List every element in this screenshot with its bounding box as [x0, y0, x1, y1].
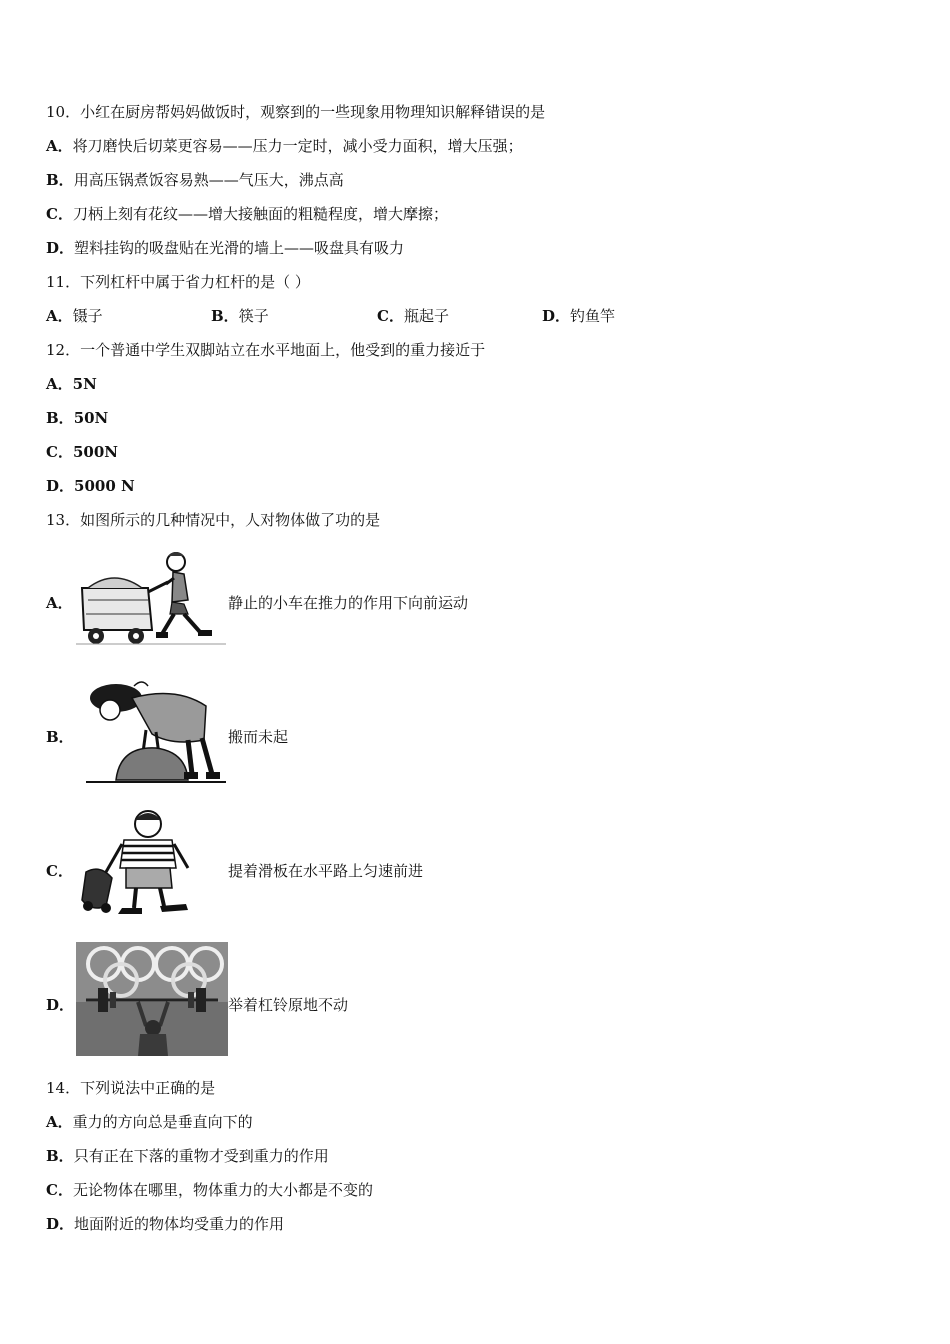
q13-stem: 13．如图所示的几种情况中，人对物体做了功的是 — [46, 511, 381, 529]
option-label: C． — [46, 205, 73, 223]
option-text: 塑料挂钩的吸盘贴在光滑的墙上——吸盘具有吸力 — [74, 239, 405, 257]
q12-option-a — [46, 374, 97, 394]
option-label: D． — [46, 239, 75, 257]
option-text: 镊子 — [72, 307, 103, 325]
option-label: D． — [46, 477, 75, 495]
option-label: A． — [46, 307, 73, 325]
q14-option-c — [46, 1180, 373, 1200]
option-text: 5000 N — [74, 477, 135, 495]
option-label: C． — [46, 443, 73, 461]
option-label: A． — [46, 594, 73, 612]
option-text: 瓶起子 — [403, 307, 449, 325]
q11-option-a — [46, 306, 103, 326]
option-text: 5N — [72, 375, 97, 393]
q14-stem: 14．下列说法中正确的是 — [46, 1079, 216, 1097]
option-label: B． — [46, 171, 74, 189]
option-text: 500N — [72, 443, 118, 461]
option-label: D． — [46, 1215, 75, 1233]
q14-option-a — [46, 1112, 253, 1132]
q10-stem: 10．小红在厨房帮妈妈做饭时，观察到的一些现象用物理知识解释错误的是 — [46, 103, 546, 121]
option-text: 只有正在下落的重物才受到重力的作用 — [73, 1147, 329, 1165]
q12-option-d — [46, 476, 135, 496]
q10-option-d — [46, 238, 404, 258]
weightlifter-photo — [76, 942, 228, 1056]
option-label: D． — [46, 996, 75, 1014]
option-text: 举着杠铃原地不动 — [228, 996, 349, 1014]
option-text: 重力的方向总是垂直向下的 — [72, 1113, 253, 1131]
option-label: B． — [46, 1147, 74, 1165]
q12-option-c — [46, 442, 118, 462]
option-text: 地面附近的物体均受重力的作用 — [74, 1215, 285, 1233]
q14-option-b — [46, 1146, 329, 1166]
option-text: 50N — [73, 409, 109, 427]
q10-option-a — [46, 136, 523, 156]
option-text: 搬而未起 — [228, 728, 289, 746]
q11-option-c — [377, 306, 449, 326]
q13-option-d — [46, 940, 526, 1056]
option-text: 刀柄上刻有花纹——增大接触面的粗糙程度，增大摩擦； — [72, 205, 448, 223]
option-label: D． — [542, 307, 571, 325]
lift-rock-illustration — [76, 676, 226, 788]
option-label: B． — [46, 409, 74, 427]
q13-option-c — [46, 808, 526, 920]
option-label: B． — [211, 307, 239, 325]
option-label: B． — [46, 728, 74, 746]
option-text: 提着滑板在水平路上匀速前进 — [228, 862, 424, 880]
option-label: A． — [46, 1113, 73, 1131]
option-text: 将刀磨快后切菜更容易——压力一定时，减小受力面积，增大压强； — [72, 137, 523, 155]
option-text: 无论物体在哪里，物体重力的大小都是不变的 — [72, 1181, 373, 1199]
option-label: C． — [46, 1181, 73, 1199]
option-label: A． — [46, 137, 73, 155]
option-text: 钓鱼竿 — [570, 307, 616, 325]
q10-option-c — [46, 204, 448, 224]
q13-option-b — [46, 676, 526, 788]
q12-stem: 12．一个普通中学生双脚站立在水平地面上，他受到的重力接近于 — [46, 341, 486, 359]
q11-stem: 11．下列杠杆中属于省力杠杆的是（ ） — [46, 273, 310, 291]
q11-option-d — [542, 306, 615, 326]
q14-option-d — [46, 1214, 284, 1234]
skateboard-carry-illustration — [76, 808, 226, 920]
q12-option-b — [46, 408, 108, 428]
cart-push-illustration — [76, 548, 226, 648]
q11-option-b — [211, 306, 269, 326]
option-text: 筷子 — [238, 307, 269, 325]
q10-option-b — [46, 170, 344, 190]
q13-option-a — [46, 548, 526, 648]
option-label: C． — [46, 862, 73, 880]
option-label: A． — [46, 375, 73, 393]
option-text: 静止的小车在推力的作用下向前运动 — [228, 594, 469, 612]
option-text: 用高压锅煮饭容易熟——气压大，沸点高 — [73, 171, 344, 189]
option-label: C． — [377, 307, 404, 325]
